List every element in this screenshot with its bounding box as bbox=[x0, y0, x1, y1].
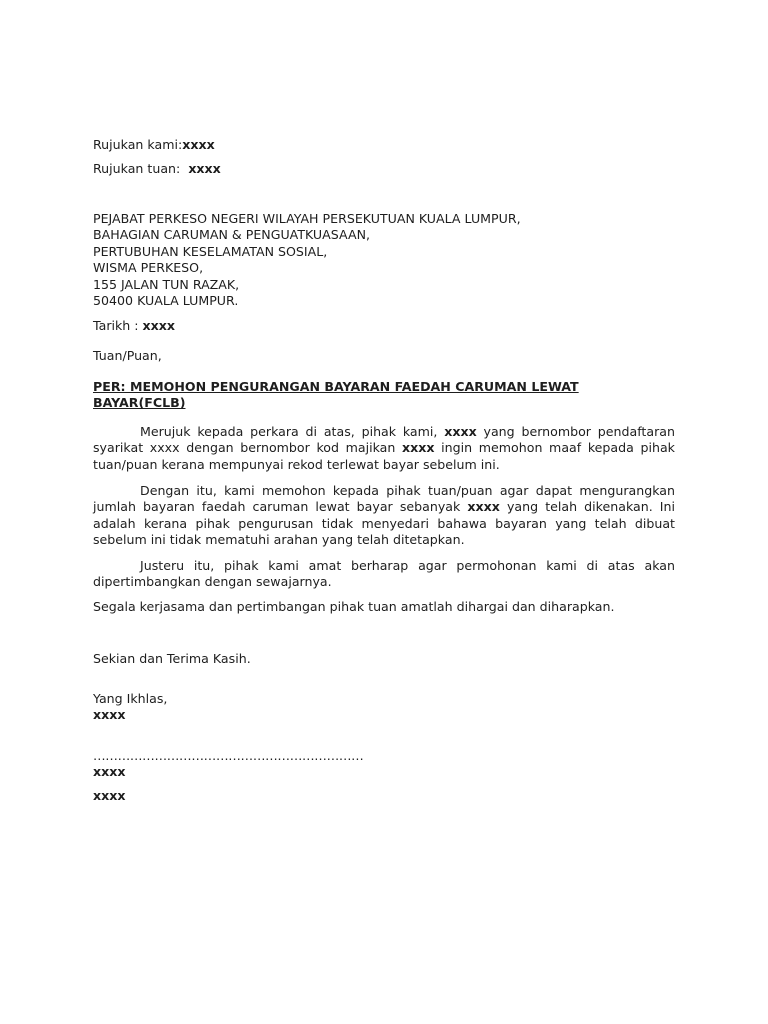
recipient-line: WISMA PERKESO, bbox=[93, 260, 204, 276]
your-reference bbox=[93, 161, 221, 177]
recipient-address bbox=[93, 211, 521, 309]
subject-line: BAYAR(FCLB) bbox=[93, 395, 186, 411]
sender-name: xxxx bbox=[93, 707, 126, 722]
recipient-line: PEJABAT PERKESO NEGERI WILAYAH PERSEKUTUAN KUALA LUMPUR, bbox=[93, 211, 521, 226]
body-paragraph-3: Justeru itu, pihak kami amat berharap agar permohonan kami di atas akan dipertimbangkan dengan sewajarnya. bbox=[93, 558, 675, 590]
date-value: xxxx bbox=[142, 318, 176, 333]
salutation: Tuan/Puan, bbox=[93, 348, 162, 363]
letter-date bbox=[93, 318, 175, 334]
recipient-line: 50400 KUALA LUMPUR. bbox=[93, 293, 239, 309]
signature-line: ………………………………………………………… bbox=[93, 748, 364, 763]
our-reference-label: Rujukan kami: bbox=[93, 137, 183, 152]
your-reference-label: Rujukan tuan: bbox=[93, 161, 181, 176]
subject-line: PER: MEMOHON PENGURANGAN BAYARAN FAEDAH CARUMAN LEWAT bbox=[93, 379, 579, 394]
closing-thanks: Sekian dan Terima Kasih. bbox=[93, 651, 251, 666]
signature-title: xxxx bbox=[93, 788, 126, 803]
body-paragraph-1: Merujuk kepada perkara di atas, pihak kami, xxxx yang bernombor pendaftaran syarikat xxxx dengan bernombor kod majikan xxxx ingin memohon maaf kepada pihak tuan/puan kerana mempunyai rekod terlewat bayar sebelum ini. bbox=[93, 424, 675, 472]
date-label: Tarikh : bbox=[93, 318, 139, 333]
closing-sincerely: Yang Ikhlas, bbox=[93, 691, 168, 706]
signature-name: xxxx bbox=[93, 764, 126, 779]
recipient-line: 155 JALAN TUN RAZAK, bbox=[93, 276, 240, 292]
our-reference bbox=[93, 137, 215, 153]
our-reference-value: xxxx bbox=[182, 137, 215, 152]
body-paragraph-4: Segala kerjasama dan pertimbangan pihak tuan amatlah dihargai dan diharapkan. bbox=[93, 599, 615, 614]
recipient-line: PERTUBUHAN KESELAMATAN SOSIAL, bbox=[93, 243, 328, 259]
recipient-line: BAHAGIAN CARUMAN & PENGUATKUASAAN, bbox=[93, 227, 371, 243]
your-reference-value: xxxx bbox=[188, 161, 221, 176]
letter-subject bbox=[93, 379, 675, 412]
body-paragraph-2: Dengan itu, kami memohon kepada pihak tuan/puan agar dapat mengurangkan jumlah bayaran faedah caruman lewat bayar sebanyak xxxx yang telah dikenakan. Ini adalah kerana pihak pengurusan tidak menyedari bahawa bayaran yang telah dibuat sebelum ini tidak mematuhi arahan yang telah ditetapkan. bbox=[93, 483, 675, 548]
